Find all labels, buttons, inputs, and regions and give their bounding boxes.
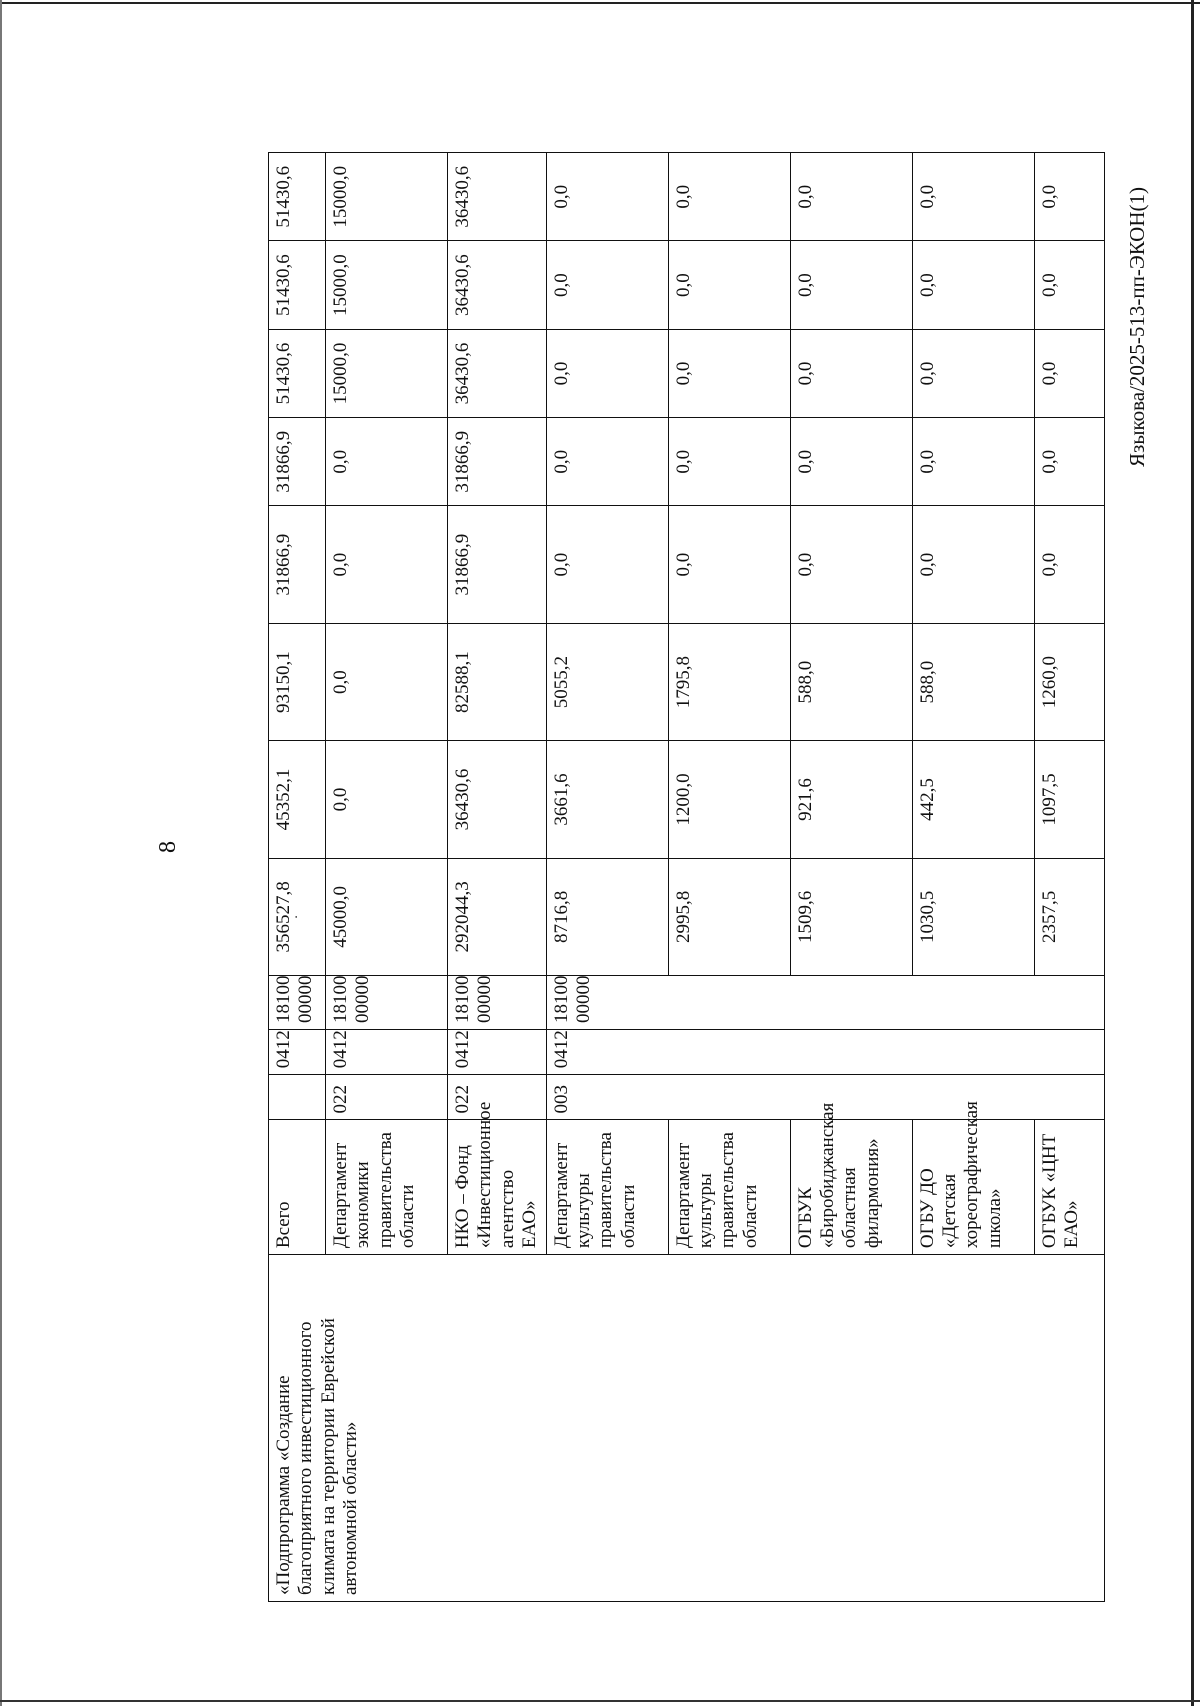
value-cell: 3661,6	[546, 741, 668, 858]
value-cell: 45000,0	[326, 858, 448, 975]
value-cell: 0,0	[668, 153, 790, 241]
value-cell: 51430,6	[269, 329, 326, 417]
value-cell: 36430,6	[448, 741, 547, 858]
value-cell: 0,0	[790, 506, 912, 623]
csr-cell: 18100 00000	[448, 976, 547, 1030]
value-cell: 0,0	[546, 329, 668, 417]
value-cell: 1097,5	[1034, 741, 1104, 858]
value-cell: 588,0	[790, 623, 912, 740]
csr-cell	[668, 976, 790, 1030]
value-cell: 0,0	[912, 241, 1034, 329]
rz-cell	[912, 1029, 1034, 1074]
executor-cell: Департамент культуры правительства области	[668, 1120, 790, 1255]
csr-cell: 18100 00000	[326, 976, 448, 1030]
value-cell: 0,0	[790, 153, 912, 241]
value-cell: 0,0	[668, 241, 790, 329]
rotated-page-content	[155, 82, 1149, 1612]
executor-cell: Департамент экономики правительства области	[326, 1120, 448, 1255]
value-cell: 0,0	[1034, 329, 1104, 417]
value-cell: 0,0	[546, 241, 668, 329]
value-cell: 1795,8	[668, 623, 790, 740]
value-cell: 15000,0	[326, 153, 448, 241]
value-cell: 45352,1	[269, 741, 326, 858]
value-cell: 588,0	[912, 623, 1034, 740]
value-cell: 442,5	[912, 741, 1034, 858]
value-cell: 0,0	[326, 741, 448, 858]
program-name-cell: «Подпрограмма «Создание благоприятного инвестиционного климата на территории Еврейской автономной области»	[269, 1255, 1105, 1602]
value-cell: 0,0	[1034, 506, 1104, 623]
value-cell: 1509,6	[790, 858, 912, 975]
value-cell: 31866,9	[269, 418, 326, 506]
value-cell: 93150,1	[269, 623, 326, 740]
value-cell: 0,0	[326, 623, 448, 740]
value-cell: 5055,2	[546, 623, 668, 740]
csr-cell	[790, 976, 912, 1030]
value-cell: 51430,6	[269, 241, 326, 329]
page-number: 8	[155, 841, 181, 853]
value-cell: 0,0	[326, 506, 448, 623]
value-cell: 36430,6	[448, 153, 547, 241]
budget-table	[268, 152, 1105, 1602]
value-cell: 82588,1	[448, 623, 547, 740]
value-cell: 31866,9	[448, 506, 547, 623]
grbs-cell	[790, 1075, 912, 1120]
value-cell: 36430,6	[448, 241, 547, 329]
value-cell: 356527,8 ·	[269, 858, 326, 975]
value-cell: 15000,0	[326, 241, 448, 329]
executor-cell: НКО – Фонд «Инвестиционное агентство ЕАО»	[448, 1120, 547, 1255]
value-cell: 51430,6	[269, 153, 326, 241]
value-cell: 31866,9	[269, 506, 326, 623]
value-cell: 0,0	[790, 418, 912, 506]
value-cell: 292044,3	[448, 858, 547, 975]
value-cell: 0,0	[1034, 418, 1104, 506]
grbs-cell	[269, 1075, 326, 1120]
rz-cell	[1034, 1029, 1104, 1074]
grbs-cell	[1034, 1075, 1104, 1120]
rz-cell: 0412	[326, 1029, 448, 1074]
value-cell: 1260,0	[1034, 623, 1104, 740]
grbs-cell	[668, 1075, 790, 1120]
value-cell: 0,0	[546, 506, 668, 623]
value-cell: 0,0	[1034, 153, 1104, 241]
value-cell: 0,0	[546, 153, 668, 241]
value-cell: 0,0	[912, 418, 1034, 506]
value-cell: 36430,6	[448, 329, 547, 417]
csr-cell	[912, 976, 1034, 1030]
value-cell: 921,6	[790, 741, 912, 858]
value-cell: 0,0	[912, 506, 1034, 623]
executor-cell: ОГБУК «Биробиджанская областная филармония»	[790, 1120, 912, 1255]
value-cell: 0,0	[912, 329, 1034, 417]
value-cell: 1200,0	[668, 741, 790, 858]
rz-cell	[790, 1029, 912, 1074]
value-cell: 1030,5	[912, 858, 1034, 975]
rz-cell	[668, 1029, 790, 1074]
value-cell: 0,0	[326, 418, 448, 506]
grbs-cell: 022	[326, 1075, 448, 1120]
value-cell: 15000,0	[326, 329, 448, 417]
value-cell: 0,0	[668, 329, 790, 417]
csr-cell	[1034, 976, 1104, 1030]
executor-cell: Департамент культуры правительства области	[546, 1120, 668, 1255]
scan-edge-right	[1191, 0, 1194, 1706]
value-cell: 0,0	[790, 329, 912, 417]
scan-edge-bottom	[0, 1700, 1200, 1702]
value-cell: 8716,8	[546, 858, 668, 975]
executor-cell: ОГБУ ДО «Детская хореографическая школа»	[912, 1120, 1034, 1255]
grbs-cell: 003	[546, 1075, 668, 1120]
executor-cell: Всего	[269, 1120, 326, 1255]
rz-cell: 0412	[448, 1029, 547, 1074]
csr-cell: 18100 00000	[546, 976, 668, 1030]
value-cell: 0,0	[912, 153, 1034, 241]
rz-cell: 0412	[546, 1029, 668, 1074]
csr-cell: 18100 00000	[269, 976, 326, 1030]
executor-cell: ОГБУК «ЦНТ ЕАО»	[1034, 1120, 1104, 1255]
value-cell: 2995,8	[668, 858, 790, 975]
grbs-cell: 022	[448, 1075, 547, 1120]
rz-cell: 0412	[269, 1029, 326, 1074]
value-cell: 0,0	[790, 241, 912, 329]
scan-edge-left	[0, 0, 2, 1706]
value-cell: 0,0	[546, 418, 668, 506]
document-code: Языкова/2025-513-пп-ЭКОН(1)	[1125, 187, 1149, 467]
value-cell: 0,0	[1034, 241, 1104, 329]
value-cell: 0,0	[668, 418, 790, 506]
value-cell: 31866,9	[448, 418, 547, 506]
table-row	[269, 153, 326, 1602]
value-cell: 0,0	[668, 506, 790, 623]
value-cell: 2357,5	[1034, 858, 1104, 975]
scan-edge-top	[0, 2, 1200, 4]
